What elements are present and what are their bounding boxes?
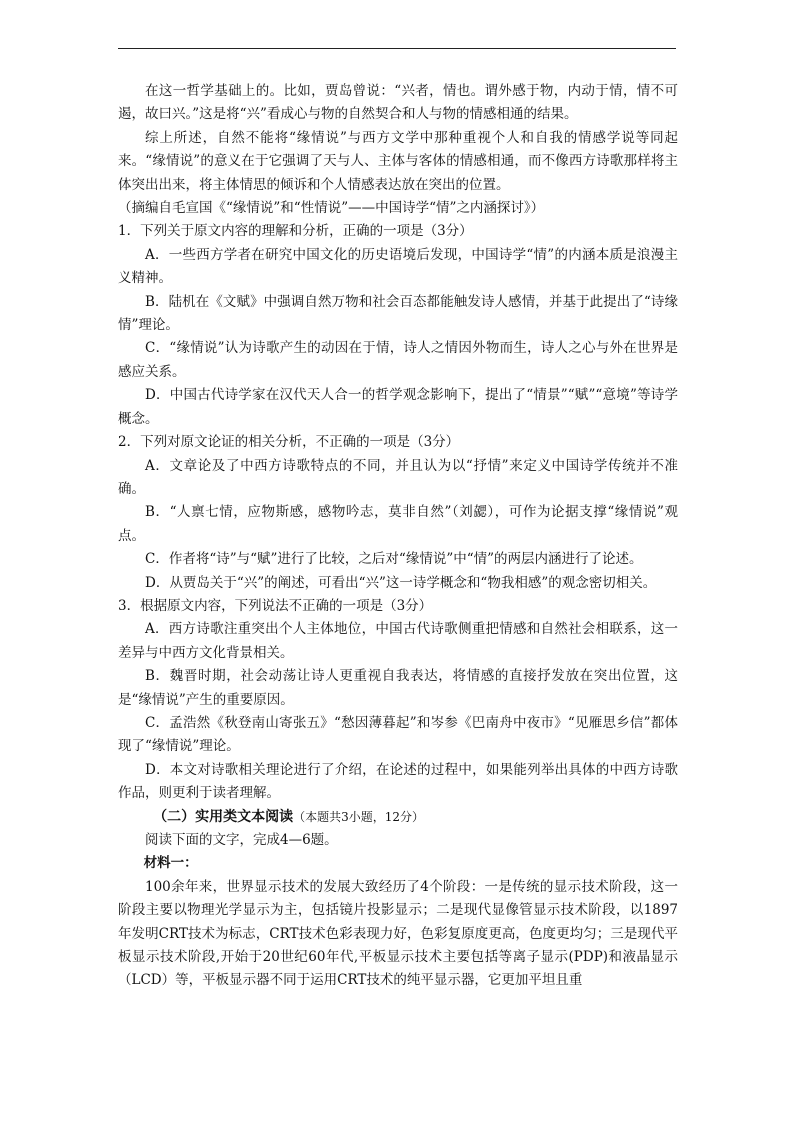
question-option: A．文章论及了中西方诗歌特点的不同，并且认为以“抒情”来定义中国诗学传统并不准确。 [118,457,678,497]
question-stem: 3．根据原文内容，下列说法不正确的一项是（3分） [118,597,433,614]
question-option: A．一些西方学者在研究中国文化的历史语境后发现，中国诗学“情”的内涵本质是浪漫主义精神。 [118,246,678,287]
question-option: D．从贾岛关于“兴”的阐述，可看出“兴”这一诗学概念和“物我相感”的观念密切相关。 [145,574,657,591]
question-stem: 2．下列对原文论证的相关分析，不正确的一项是（3分） [118,434,460,451]
material-paragraph: 100余年来，世界显示技术的发展大致经历了4个阶段：一是传统的显示技术阶段，这一阶段主要以物理光学显示为主，包括镜片投影显示；二是现代显像管显示技术阶段，以1897年发明CRT技术为标志，CRT技术色彩表现力好，色彩复原度更高，色度更均匀；三是现代平板显示技术阶段,开始于20世纪60年代,平板显示技术主要包括等离子显示(PDP)和液晶显示（LCD）等，平板显示器不同于运用CRT技术的纯平显示器，它更加平坦且重 [118,878,678,989]
section-heading-line [118,806,678,829]
section-heading: （二）实用类文本阅读 [153,808,294,825]
material-label: 材料一： [143,855,198,872]
question-option: B．魏晋时期，社会动荡让诗人更重视自我表达，将情感的直接抒发放在突出位置，这是“缘情说”产生的重要原因。 [118,668,678,708]
question-option: B．陆机在《文赋》中强调自然万物和社会百态都能触发诗人感情，并基于此提出了“诗缘情”理论。 [118,293,678,334]
passage-source: （摘编自毛宣国《“缘情说”和“性情说”——中国诗学“情”之内涵探讨》） [118,200,545,217]
question-option: D．中国古代诗学家在汉代天人合一的哲学观念影响下，提出了“情景”“赋”“意境”等诗学概念。 [118,387,678,427]
question-option: A．西方诗歌注重突出个人主体地位，中国古代诗歌侧重把情感和自然社会相联系，这一差异与中西方文化背景相关。 [118,621,678,661]
question-stem: 1．下列关于原文内容的理解和分析，正确的一项是（3分） [118,223,473,240]
section-note: （本题共3小题，12分） [293,809,424,824]
question-option: C．“缘情说”认为诗歌产生的动因在于情，诗人之情因外物而生，诗人之心与外在世界是感应关系。 [118,340,678,380]
question-option: B．“人禀七情，应物斯感，感物吟志，莫非自然”（刘勰），可作为论据支撑“缘情说”观点。 [118,504,678,544]
question-option: C．孟浩然《秋登南山寄张五》“愁因薄暮起”和岑参《巴南舟中夜市》“见雁思乡信”都体现了“缘情说”理论。 [118,714,678,755]
question-option: D．本文对诗歌相关理论进行了介绍，在论述的过程中，如果能列举出具体的中西方诗歌作品，则更利于读者理解。 [118,761,678,802]
passage-paragraph: 在这一哲学基础上的。比如，贾岛曾说：“兴者，情也。谓外感于物，内动于情，情不可遏，故曰兴。”这是将“兴”看成心与物的自然契合和人与物的情感相通的结果。 [118,83,678,123]
section-instruction: 阅读下面的文字，完成4—6题。 [145,832,338,848]
header-rule [118,48,676,49]
question-option: C．作者将“诗”与“赋”进行了比较，之后对“缘情说”中“情”的两层内涵进行了论述。 [145,551,643,568]
page-content [118,80,678,993]
passage-paragraph: 综上所述，自然不能将“缘情说”与西方文学中那种重视个人和自我的情感学说等同起来。“缘情说”的意义在于它强调了天与人、主体与客体的情感相通，而不像西方诗歌那样将主体突出出来，将主体情思的倾诉和个人情感表达放在突出的位置。 [118,129,678,193]
